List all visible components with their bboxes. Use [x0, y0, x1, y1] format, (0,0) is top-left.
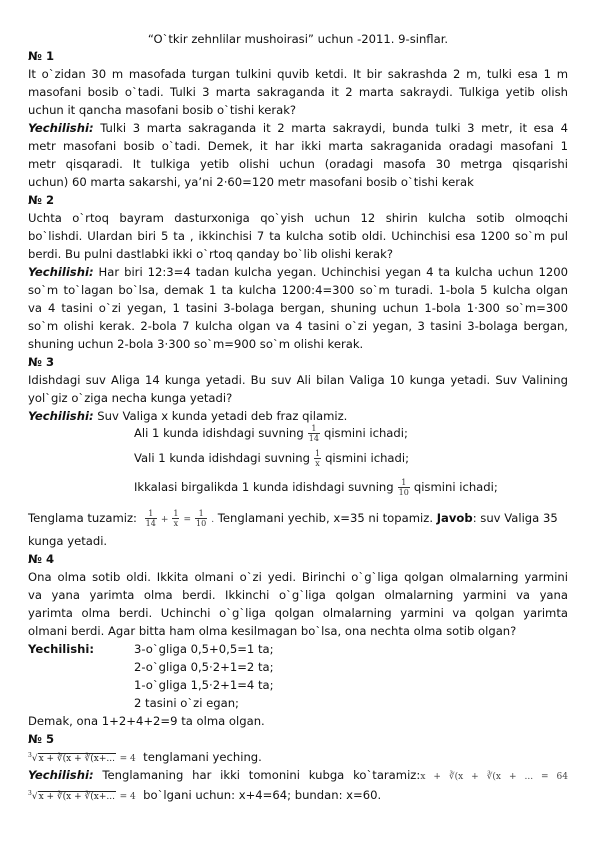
problem-2-solution-line: Yechilishi: Har biri 12:3=4 tadan kulcha yegan. Uchinchisi yegan 4 ta kulcha uchun 1200 — [28, 265, 568, 279]
solution-step: 1-o`gliga 1,5⋅2+1=4 ta; — [134, 678, 274, 692]
equation-line-together: Ikkalasi birgalikda 1 kunda idishdagi suvning $\frac{1}{10}$ qismini ichadi; — [134, 478, 498, 497]
problem-2-line: Uchta o`rtoq bayram dasturxoniga qo`yish uchun 12 shirin kulcha sotib olmoqchi — [28, 211, 568, 225]
fraction: $\frac{1}{14}$ — [308, 424, 319, 443]
problem-2-line: bo`lishdi. Ulardan biri 5 ta , ikkinchisi 7 ta kulcha sotib oldi. Uchinchisi esa 1200 so`m pul — [28, 229, 568, 243]
document-title: “O`tkir zehnlilar mushoirasi” uchun -2011. 9-sinflar. — [147, 32, 449, 46]
solution-step: 3-o`gliga 0,5+0,5=1 ta; — [134, 642, 274, 656]
equation-line-vali: Vali 1 kunda idishdagi suvning $\frac{1}{x}$ qismini ichadi; — [134, 449, 410, 468]
problem-3-heading: № 3 — [28, 355, 55, 369]
problem-5-final-line: $^3$√x + ∛(x + ∛(x+... = 4 bo`lgani uchun: x+4=64; bundan: x=60. — [28, 784, 568, 807]
problem-2-heading: № 2 — [28, 193, 55, 207]
solution-label: Yechilishi: — [28, 642, 95, 656]
problem-3-line: Idishdagi suv Aliga 14 kunga yetadi. Bu suv Ali bilan Valiga 10 kunga yetadi. Suv Valining — [28, 373, 568, 387]
solution-label: Yechilishi: — [28, 409, 94, 423]
problem-1-heading: № 1 — [28, 49, 55, 63]
problem-1-solution-line: Yechilishi: Tulki 3 marta sakraganda it 2 marta sakraydi, bunda tulki 3 metr, it esa 4 — [28, 121, 568, 135]
radical-value: = 4 — [119, 792, 136, 802]
solution-step: 2-o`gliga 0,5⋅2+1=2 ta; — [134, 660, 274, 674]
problem-4-line: Ona olma sotib oldi. Ikkita olmani o`zi yedi. Birinchi o`g`liga qolgan olmalarning yarmini — [28, 570, 568, 584]
problem-4-conclusion: Demak, ona 1+2+4+2=9 ta olma olgan. — [28, 714, 265, 728]
problem-2-solution-line: so`m olishi kerak. 2-bola 7 kulcha olgan va 4 tasini o`zi yegan, 3 tasini 3-bolaga bergan, — [28, 319, 568, 333]
problem-1-line: masofani bosib o`tadi. Tulki 3 marta sakraganda it 2 marta sakraydi. Tulkiga yetib olish — [28, 85, 568, 99]
fraction: $\frac{1}{x}$ — [314, 449, 321, 468]
problem-4-line: yarimta olma berdi. Uchinchi o`g`liga qolgan olmalarning yarmini va qolgan yarimta — [28, 606, 568, 620]
problem-5-solution-line: Yechilishi: Tenglamaning har ikki tomonini kubga ko`taramiz:x + ∛(x + ∛(x + ... = 64 — [28, 768, 568, 782]
solution-label: Yechilishi: — [28, 768, 94, 782]
problem-2-solution-line: va 4 tasini o`zi yegan, 1 tasini 3-bolaga bergan, shuning uchun 1-bola 1⋅300 so`m=300 — [28, 301, 568, 315]
answer-label: Javob — [436, 511, 473, 525]
problem-2-solution-line: shuning uchun 2-bola 3⋅300 so`m=900 so`m olishi kerak. — [28, 337, 364, 351]
problem-3-line: yol`giz o`ziga necha kunga yetadi? — [28, 391, 233, 405]
problem-5-heading: № 5 — [28, 732, 55, 746]
problem-2-solution-line: so`m to`lagan bo`lsa, demak 1 ta kulcha 1200:4=300 so`m turadi. 1-bola 5 kulcha olgan — [28, 283, 568, 297]
fraction: $\frac{1}{x}$ — [173, 509, 179, 528]
problem-1-line: It o`zidan 30 m masofada turgan tulkini quvib ketdi. It bir sakrashda 2 m, tulki esa 1 m — [28, 67, 568, 81]
problem-3-answer-tail: kunga yetadi. — [28, 534, 108, 548]
solution-step: 2 tasini o`zi egan; — [134, 696, 239, 710]
problem-4-heading: № 4 — [28, 552, 55, 566]
problem-1-solution-line: uchun) 60 marta sakarshi, ya’ni 2⋅60=120 metr masofani bosib o`tishi kerak — [28, 175, 474, 189]
equation-line-ali: Ali 1 kunda idishdagi suvning $\frac{1}{14}$ qismini ichadi; — [134, 424, 408, 443]
radical-expression: $^3$√x + ∛(x + ∛(x+... — [28, 790, 115, 802]
problem-3-solution-line: Yechilishi: Suv Valiga x kunda yetadi deb fraz qilamiz. — [28, 409, 348, 423]
problem-4-line: olmani berdi. Agar bitta ham olma kesilmagan bo`lsa, ona nechta olma sotib olgan? — [28, 624, 517, 638]
radical-expression: $^3$√x + ∛(x + ∛(x+... — [28, 752, 115, 764]
radical-value: = 4 — [119, 754, 136, 764]
problem-1-line: uchun it qancha masofani bosib o`tishi kerak? — [28, 103, 297, 117]
problem-1-solution-line: metr qisqaradi. It tulkiga yetib olishi uchun (oradagi masofa 30 metrga qisqarishi — [28, 157, 568, 171]
fraction: $\frac{1}{14}$ — [145, 509, 156, 528]
solution-label: Yechilishi: — [28, 265, 94, 279]
problem-4-line: va yana yarimta olma berdi. Ikkinchi o`g`liga qolgan olmalarning yarmini va yana — [28, 588, 568, 602]
problem-2-line: berdi. Bu pulni dastlabki ikki o`rtoq qanday bo`lib olishi kerak? — [28, 247, 393, 261]
fraction: $\frac{1}{10}$ — [196, 509, 207, 528]
problem-1-solution-line: metr masofani bosib o`tadi. Demek, it har ikki marta sakraganida oradagi masofani 1 — [28, 139, 568, 153]
problem-5-line: $^3$√x + ∛(x + ∛(x+... = 4 tenglamani yeching. — [28, 746, 568, 769]
equation-formation-line: Tenglama tuzamiz: $\frac{1}{14}$ + $\frac{1}{x}$ = $\frac{1}{10}$ . Tenglamani yechib, x=35 ni topamiz. Javob: suv Valiga 35 — [28, 509, 558, 528]
fraction: $\frac{1}{10}$ — [398, 478, 409, 497]
solution-label: Yechilishi: — [28, 121, 94, 135]
cube-equation: x + ∛(x + ∛(x + ... = 64 — [420, 772, 568, 782]
